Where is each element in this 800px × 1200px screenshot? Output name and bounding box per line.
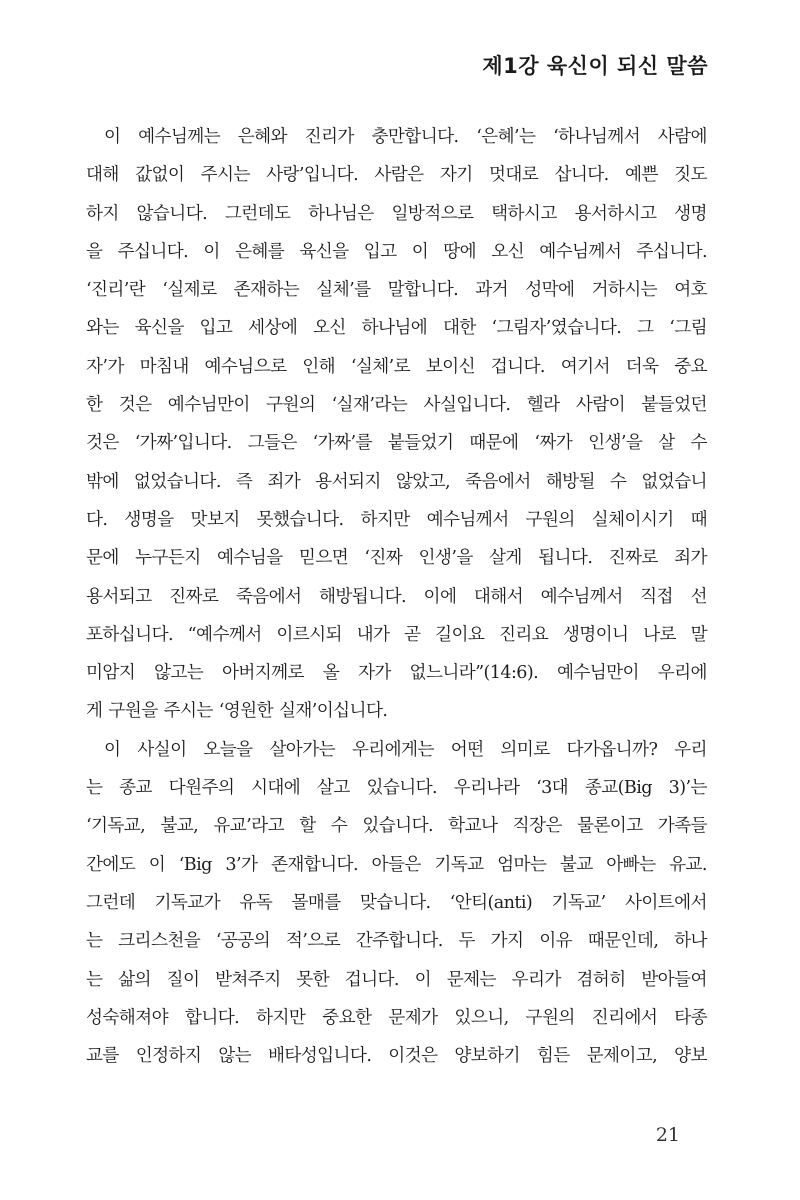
word: 양보하기 <box>454 1046 520 1067</box>
word: 불교, <box>160 816 199 837</box>
word: 아빠는 <box>606 854 656 875</box>
word: 인해 <box>302 356 336 377</box>
word: 예수님만이 <box>167 395 250 416</box>
word: 직접 <box>640 586 673 607</box>
word: 실체’를 <box>316 280 371 301</box>
word: 어떤 <box>450 739 484 760</box>
word: 배타성입니다. <box>267 1046 372 1067</box>
word: 물론이고 <box>576 816 643 837</box>
word: 겁니다. <box>490 356 545 377</box>
paragraph <box>86 118 707 731</box>
word: 죽음에서 <box>235 586 302 607</box>
word: 의미로 <box>500 739 550 760</box>
word: 입고 <box>363 241 397 262</box>
text-line <box>86 539 707 577</box>
word: 적’으로 <box>285 931 341 952</box>
word: 구원을 <box>108 701 158 722</box>
word: 대해 <box>86 165 119 186</box>
word: ‘그림자’였습니다. <box>491 318 622 339</box>
word: 와는 <box>86 318 119 339</box>
word: 종교 <box>119 778 152 799</box>
word: 택하시고 <box>491 203 557 224</box>
word: 멋대로 <box>489 165 539 186</box>
word: 기독교’ <box>551 892 606 913</box>
word: 오신 <box>491 241 525 262</box>
word: 주십니다. <box>636 241 707 262</box>
word: 3)’는 <box>668 778 707 799</box>
word: 용서하시고 <box>574 203 657 224</box>
word: 게 <box>86 701 103 722</box>
word: 밖에 <box>86 471 119 492</box>
word: 때문인데, <box>587 931 659 952</box>
word: 삶의 <box>118 969 151 990</box>
word: 문제이고, <box>586 1046 658 1067</box>
page-body <box>86 118 707 1075</box>
word: 아들은 <box>371 854 421 875</box>
text-line <box>86 846 707 884</box>
text-line <box>86 156 707 194</box>
word: 붙들었던 <box>641 395 707 416</box>
word: 과거 <box>475 280 509 301</box>
word: 유독 <box>239 892 273 913</box>
word: 그런데 <box>86 892 136 913</box>
word: 포하십니다. <box>86 624 173 645</box>
word: 이 <box>148 854 166 875</box>
text-line <box>86 195 707 233</box>
word: 우리가 <box>511 969 561 990</box>
word: ‘짜가 <box>534 433 573 454</box>
word: 하지 <box>86 203 119 224</box>
word: 은혜와 <box>237 127 287 147</box>
word: 나로 <box>643 624 676 645</box>
word: 실재’이십니다. <box>278 701 388 722</box>
word: 이것은 <box>388 1046 438 1067</box>
word: 것은 <box>86 433 119 454</box>
word: 양보 <box>674 1046 707 1067</box>
word: 아버지께로 <box>221 663 304 684</box>
word: 간주합니다. <box>355 931 443 952</box>
text-line <box>86 731 707 769</box>
word: 간에도 <box>86 854 136 875</box>
word: 자’가 <box>86 356 124 377</box>
word: 이 <box>104 127 121 147</box>
word: 우리나라 <box>453 778 520 799</box>
word: 삽니다. <box>554 165 609 186</box>
word: 유교. <box>669 854 707 875</box>
word: 수 <box>690 433 707 454</box>
word: 예수님께서 <box>539 241 622 262</box>
word: ‘실체’로 <box>350 356 411 377</box>
word: 사람은 <box>374 165 424 186</box>
word: 인생’을 <box>418 548 473 569</box>
word: 진짜로 <box>608 548 658 569</box>
word: 는 <box>86 969 103 990</box>
word: 은혜를 <box>234 241 285 262</box>
text-line <box>86 884 707 922</box>
word: 겸허히 <box>576 969 626 990</box>
word: 진리에서 <box>591 1007 658 1028</box>
word: 때 <box>690 509 707 530</box>
text-line <box>86 807 707 845</box>
word: ‘그림 <box>669 318 707 339</box>
word: 존재하는 <box>233 280 300 301</box>
word: 을 <box>86 241 103 262</box>
text-line <box>86 309 707 347</box>
word: 이 <box>104 739 121 760</box>
word: 올 <box>322 663 340 684</box>
word: 할 <box>299 816 316 837</box>
word: ‘실제로 <box>162 280 217 301</box>
word: “예수께서 <box>187 624 262 645</box>
word: 사랑’입니다. <box>266 165 359 186</box>
word: 가지 <box>490 931 524 952</box>
word: 살고 <box>316 778 350 799</box>
word: 않는 <box>218 1046 252 1067</box>
word: 이유 <box>539 931 572 952</box>
word: 죄가 <box>267 471 301 492</box>
word: 생명이니 <box>562 624 629 645</box>
text-line <box>86 578 707 616</box>
word: 대해서 <box>473 586 524 607</box>
word: 값없이 <box>135 165 185 186</box>
word: 맛보지 <box>190 509 240 530</box>
word: 우리 <box>674 739 707 760</box>
word: ‘기독교, <box>86 816 146 837</box>
text-line <box>86 118 707 156</box>
word: 없었습니 <box>641 471 707 492</box>
word: 용서되지 <box>315 471 381 492</box>
word: 인정하지 <box>135 1046 202 1067</box>
word: 엄마는 <box>497 854 547 875</box>
word: 이에 <box>423 586 457 607</box>
word: 주시는 <box>200 165 250 186</box>
word: 못했습니다. <box>256 509 344 530</box>
word: 크리스천을 <box>118 931 201 952</box>
word: 수 <box>609 471 627 492</box>
word: 유교’라고 <box>213 816 284 837</box>
word: 불교 <box>559 854 593 875</box>
word: 여호 <box>674 280 707 301</box>
word: 길이요 <box>435 624 485 645</box>
word: 충만합니다. <box>371 127 459 147</box>
word: 이 <box>411 241 429 262</box>
word: 오신 <box>313 318 346 339</box>
word: 그 <box>637 318 654 339</box>
word: 몰매를 <box>291 892 341 913</box>
word: 것은 <box>118 395 152 416</box>
text-line <box>86 616 707 654</box>
word: 다. <box>86 509 108 530</box>
word: 이 <box>414 969 432 990</box>
word: 마침내 <box>139 356 189 377</box>
word: ‘영원한 <box>218 701 273 722</box>
word: 짓도 <box>674 165 707 186</box>
word: 질이 <box>166 969 200 990</box>
word: 직장은 <box>512 816 562 837</box>
word: ‘공공의 <box>215 931 271 952</box>
word: 다원주의 <box>168 778 235 799</box>
word: 구원의 <box>525 509 575 530</box>
word: 받쳐주지 <box>215 969 281 990</box>
word: 합니다. <box>184 1007 240 1028</box>
word: 보이신 <box>425 356 475 377</box>
word: 가족들 <box>657 816 707 837</box>
word: ‘안티(anti) <box>449 892 533 913</box>
word: ‘진리’란 <box>86 280 146 301</box>
word: 용서되고 <box>86 586 152 607</box>
word: 세상에 <box>248 318 298 339</box>
word: 존재합니다. <box>270 854 358 875</box>
word: ‘은혜’는 <box>476 127 536 147</box>
word: 우리에 <box>657 663 707 684</box>
word: 성막에 <box>525 280 575 301</box>
running-head: 제1강 육신이 되신 말씀 <box>482 54 708 78</box>
word: 오늘을 <box>203 739 253 760</box>
word: 됩니다. <box>538 548 593 569</box>
text-line <box>86 424 707 462</box>
word: 내가 <box>356 624 390 645</box>
word: 교를 <box>86 1046 119 1067</box>
word: 대한 <box>442 318 476 339</box>
word: 타종 <box>674 1007 707 1028</box>
word: 학교나 <box>448 816 498 837</box>
word: ‘가짜’입니다. <box>134 433 232 454</box>
word: 죽음에서 <box>465 471 531 492</box>
text-line <box>86 348 707 386</box>
word: 예수님만이 <box>556 663 639 684</box>
word: 헬라 <box>526 395 560 416</box>
word: 여기서 <box>560 356 610 377</box>
word: 맞습니다. <box>359 892 431 913</box>
word: 일방적으로 <box>391 203 474 224</box>
word: 구원의 <box>525 1007 575 1028</box>
word: 살아가는 <box>269 739 335 760</box>
paragraph <box>86 731 707 1076</box>
word: 입고 <box>199 318 233 339</box>
word: 예수님께서 <box>426 509 509 530</box>
word: 겁니다. <box>344 969 399 990</box>
word: 그런데도 <box>224 203 291 224</box>
word: 있으니, <box>454 1007 509 1028</box>
word: 않고는 <box>153 663 204 684</box>
word: 없었습니다. <box>133 471 221 492</box>
word: 살게 <box>489 548 522 569</box>
word: 있습니다. <box>362 816 433 837</box>
word: 사실입니다. <box>423 395 511 416</box>
word: 말합니다. <box>387 280 459 301</box>
text-line <box>86 1037 707 1075</box>
text-line <box>86 654 707 692</box>
word: 구원의 <box>266 395 316 416</box>
word: 없느니라”(14:6). <box>409 663 539 684</box>
word: 시대에 <box>251 778 301 799</box>
word: 붙들었기 <box>387 433 454 454</box>
word: 있습니다. <box>366 778 438 799</box>
word: 말 <box>690 624 707 645</box>
word: 한 <box>86 395 103 416</box>
word: 사이트에서 <box>624 892 707 913</box>
word: 생명을 <box>124 509 174 530</box>
word: 않았고, <box>395 471 450 492</box>
word: 자가 <box>357 663 391 684</box>
word: ‘3대 <box>536 778 569 799</box>
word: 않습니다. <box>136 203 208 224</box>
word: 생명 <box>674 203 707 224</box>
word: 문제가 <box>388 1007 438 1028</box>
word: 하지만 <box>360 509 410 530</box>
word: 다가옵니까? <box>566 739 658 760</box>
word: 살 <box>658 433 675 454</box>
word: 이르시되 <box>276 624 342 645</box>
text-line <box>86 769 707 807</box>
word: 종교(Big <box>584 778 652 799</box>
word: 사람에 <box>657 127 707 147</box>
word: 육신을 <box>134 318 184 339</box>
text-line <box>86 271 707 309</box>
word: 예수님으로 <box>204 356 287 377</box>
word: 선 <box>690 586 707 607</box>
word: 죄가 <box>674 548 707 569</box>
word: 예수님께서 <box>540 586 623 607</box>
word: 하나님은 <box>308 203 374 224</box>
word: 문에 <box>86 548 119 569</box>
word: 성숙해져야 <box>86 1007 168 1028</box>
word: 하나 <box>674 931 707 952</box>
word: 인생’을 <box>588 433 643 454</box>
word: 예수님을 <box>217 548 283 569</box>
word: 누구든지 <box>135 548 201 569</box>
word: 곧 <box>404 624 421 645</box>
word: 문제는 <box>446 969 496 990</box>
word: 예쁜 <box>625 165 658 186</box>
word: 하지만 <box>256 1007 306 1028</box>
word: 해방될 <box>545 471 595 492</box>
word: 는 <box>86 931 103 952</box>
word: 하나님에 <box>361 318 428 339</box>
text-line <box>86 922 707 960</box>
page-number: 21 <box>655 1124 680 1146</box>
text-line <box>86 692 707 730</box>
word: 수 <box>330 816 348 837</box>
word: 받아들여 <box>641 969 707 990</box>
word: 진리요 <box>498 624 549 645</box>
word: ‘가짜’를 <box>312 433 372 454</box>
word: 못한 <box>296 969 330 990</box>
word: 믿으면 <box>298 548 349 569</box>
word: ‘진짜 <box>364 548 403 569</box>
text-line <box>86 501 707 539</box>
word: 자기 <box>439 165 473 186</box>
word: 실체이시기 <box>591 509 674 530</box>
word: 기독교 <box>434 854 484 875</box>
word: 육신을 <box>299 241 349 262</box>
word: 중요한 <box>322 1007 372 1028</box>
text-line <box>86 386 707 424</box>
word: 중요 <box>674 356 707 377</box>
word: 주십니다. <box>117 241 189 262</box>
word: 사실이 <box>137 739 187 760</box>
word: ‘하나님께서 <box>553 127 641 147</box>
word: 사람이 <box>575 395 625 416</box>
word: 더욱 <box>625 356 659 377</box>
text-line <box>86 463 707 501</box>
word: 거하시는 <box>591 280 658 301</box>
word: 는 <box>86 778 103 799</box>
word: 미암지 <box>86 663 136 684</box>
word: 진짜로 <box>169 586 219 607</box>
word: 예수님께는 <box>138 127 221 147</box>
word: 때문에 <box>469 433 519 454</box>
word: ‘실재’라는 <box>331 395 408 416</box>
word: 그들은 <box>247 433 297 454</box>
word: 주시는 <box>163 701 213 722</box>
word: ‘Big <box>178 854 212 875</box>
text-line <box>86 961 707 999</box>
word: 두 <box>458 931 475 952</box>
word: 이 <box>203 241 220 262</box>
text-line <box>86 999 707 1037</box>
word: 해방됩니다. <box>319 586 406 607</box>
word: 기독교가 <box>154 892 221 913</box>
word: 힘든 <box>536 1046 570 1067</box>
word: 땅에 <box>443 241 477 262</box>
text-line <box>86 233 707 271</box>
word: 3’가 <box>225 854 258 875</box>
word: 진리가 <box>304 127 354 147</box>
word: 즉 <box>235 471 253 492</box>
word: 우리에게는 <box>351 739 434 760</box>
